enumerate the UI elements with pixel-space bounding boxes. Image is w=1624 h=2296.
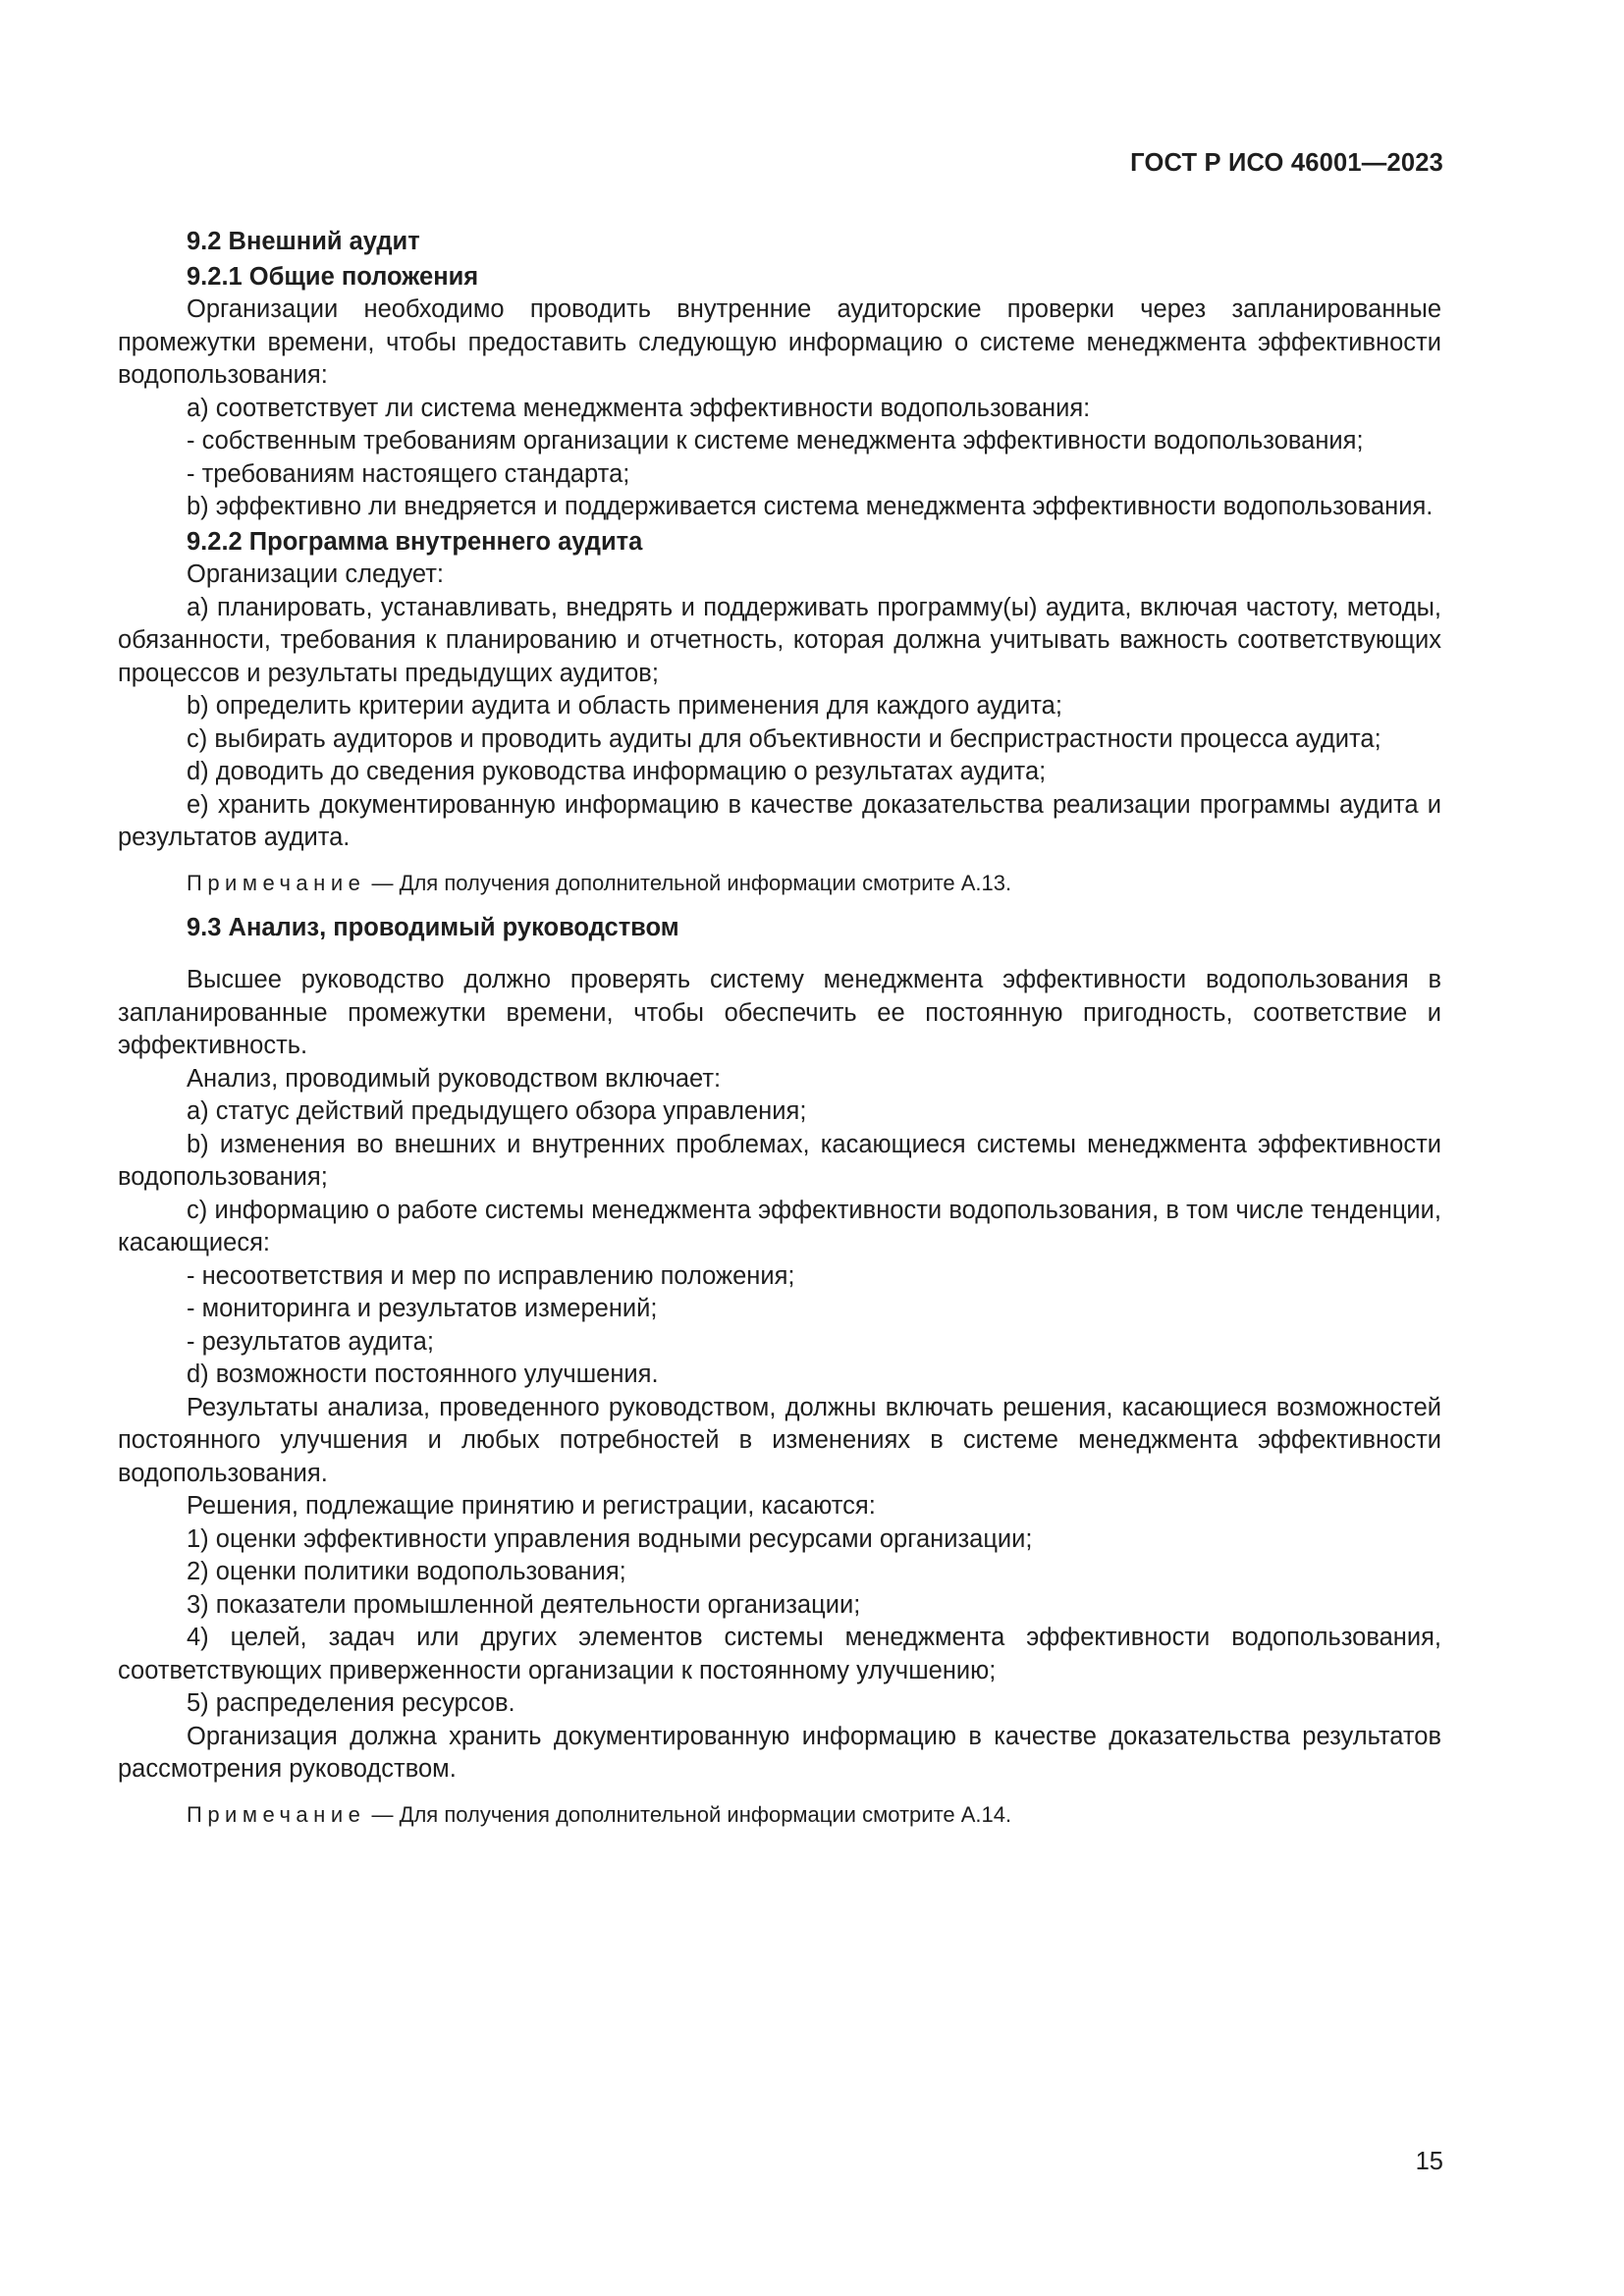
section-heading-9-2: 9.2 Внешний аудит <box>187 228 420 255</box>
list-item: c) выбирать аудиторов и проводить аудиты для объективности и беспристрастности процесса аудита; <box>187 724 1381 753</box>
dash-item: - собственным требованиям организации к системе менеджмента эффективности водопользования; <box>187 427 1364 454</box>
list-item: a) планировать, устанавливать, внедрять и поддерживать программу(ы) аудита, включая частоту, методы, обязанности, требования к планированию и отчетность, которая должна учитывать важность соответствующих процессов и результаты предыдущих аудитов; <box>118 593 1441 687</box>
dash-item: - результатов аудита; <box>187 1327 434 1356</box>
dash-item: - требованиям настоящего стандарта; <box>187 459 630 488</box>
numbered-item: 4) целей, задач или других элементов системы менеджмента эффективности водопользования, соответствующих приверженности организации к постоянному улучшению; <box>118 1624 1441 1684</box>
numbered-item: 3) показатели промышленной деятельности организации; <box>187 1590 861 1619</box>
list-item: d) возможности постоянного улучшения. <box>187 1361 659 1388</box>
paragraph: Высшее руководство должно проверять систему менеджмента эффективности водопользования в запланированные промежутки времени, чтобы обеспечить ее постоянную пригодность, соответствие и эффективность. <box>118 966 1441 1059</box>
paragraph: Результаты анализа, проведенного руководством, должны включать решения, касающиеся возможностей постоянного улучшения и любых потребностей в изменениях в системе менеджмента эффективности водопользования. <box>118 1393 1441 1487</box>
note-text: — Для получения дополнительной информации смотрите А.13. <box>365 870 1012 895</box>
page-number: 15 <box>1415 2148 1443 2175</box>
note-text: — Для получения дополнительной информации смотрите А.14. <box>365 1801 1012 1827</box>
numbered-item: 1) оценки эффективности управления водными ресурсами организации; <box>187 1524 1033 1553</box>
paragraph: Организация должна хранить документированную информацию в качестве доказательства результатов рассмотрения руководством. <box>118 1722 1441 1783</box>
dash-item: - несоответствия и мер по исправлению положения; <box>187 1261 795 1290</box>
list-item: b) изменения во внешних и внутренних проблемах, касающиеся системы менеджмента эффективности водопользования; <box>118 1130 1441 1191</box>
numbered-item: 5) распределения ресурсов. <box>187 1689 515 1717</box>
paragraph: Организации следует: <box>187 561 445 588</box>
paragraph: Организации необходимо проводить внутренние аудиторские проверки через запланированные промежутки времени, чтобы предоставить следующую информацию о системе менеджмента эффективности водопользования: <box>118 295 1441 389</box>
dash-item: - мониторинга и результатов измерений; <box>187 1295 658 1322</box>
subsection-heading-9-2-2: 9.2.2 Программа внутреннего аудита <box>187 527 643 556</box>
list-item: e) хранить документированную информацию в качестве доказательства реализации программы аудита и результатов аудита. <box>118 790 1441 851</box>
page-content <box>118 226 1441 1843</box>
list-item: c) информацию о работе системы менеджмента эффективности водопользования, в том числе тенденции, касающиеся: <box>118 1196 1441 1256</box>
list-item: b) определить критерии аудита и область применения для каждого аудита; <box>187 692 1062 720</box>
numbered-item: 2) оценки политики водопользования; <box>187 1558 626 1585</box>
list-item: a) соответствует ли система менеджмента эффективности водопользования: <box>187 394 1091 422</box>
list-item: b) эффективно ли внедряется и поддерживается система менеджмента эффективности водопользования. <box>187 493 1434 520</box>
note <box>118 869 1441 898</box>
section-heading-9-3: 9.3 Анализ, проводимый руководством <box>187 913 679 941</box>
note-label: Примечание <box>187 1801 366 1827</box>
paragraph: Анализ, проводимый руководством включает: <box>187 1064 722 1093</box>
paragraph: Решения, подлежащие принятию и регистрации, касаются: <box>187 1492 876 1520</box>
standard-designation: ГОСТ Р ИСО 46001—2023 <box>1130 149 1443 177</box>
subsection-heading-9-2-1: 9.2.1 Общие положения <box>187 262 479 291</box>
note-label: Примечание <box>187 870 366 895</box>
note <box>118 1800 1441 1830</box>
list-item: a) статус действий предыдущего обзора управления; <box>187 1097 807 1125</box>
list-item: d) доводить до сведения руководства информацию о результатах аудита; <box>187 758 1047 785</box>
